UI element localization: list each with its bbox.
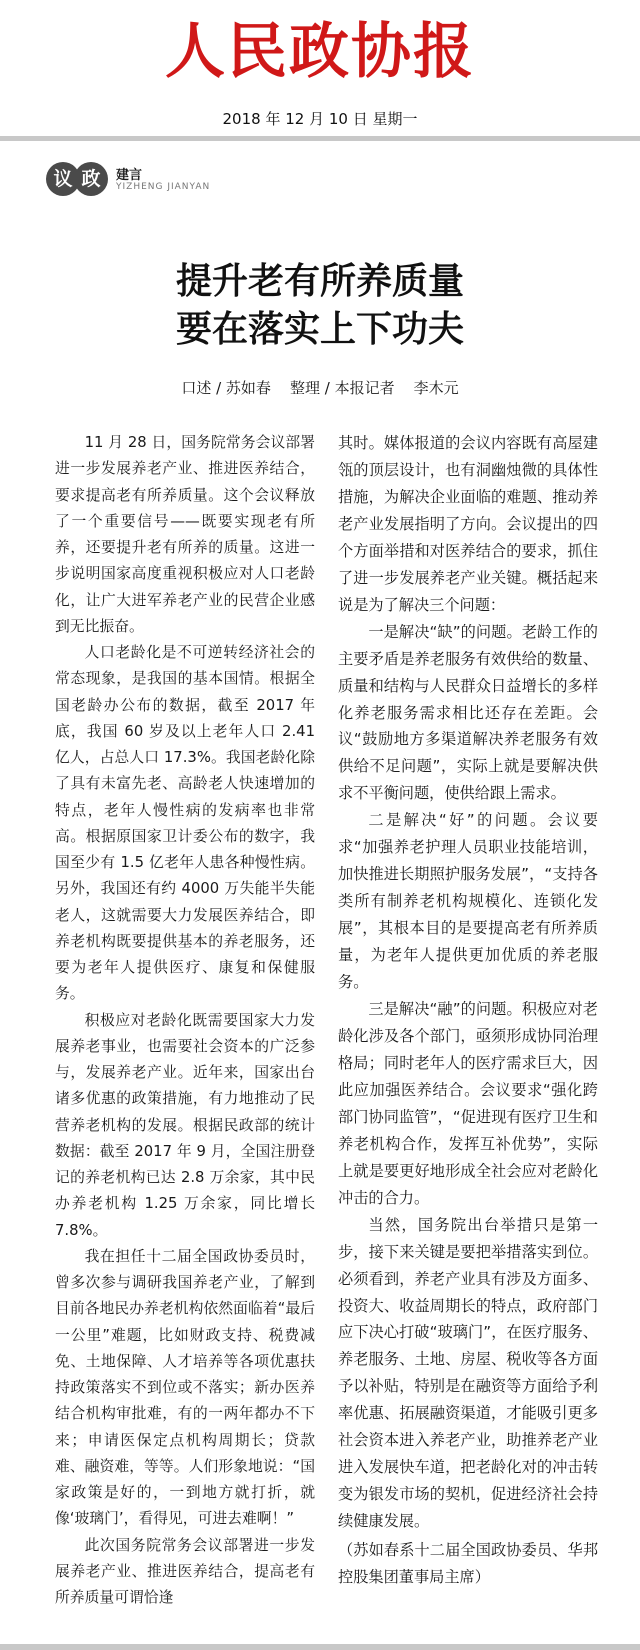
headline-line-2: 要在落实上下功夫	[175, 308, 464, 350]
paragraph: 一是解决“缺”的问题。老龄工作的主要矛盾是养老服务有效供给的数量、质量和结构与人民群众日益增长的多样化养老服务需求相比还存在差距。会议“鼓励地方多渠道解决养老服务有效供给不足问题”，实际上就是要解决供求不平衡问题，使供给跟上需求。	[338, 622, 598, 803]
column-tag-word: 建言	[116, 168, 143, 183]
paragraph: 我在担任十二届全国政协委员时，曾多次参与调研我国养老产业，了解到目前各地民办养老机构依然面临着“最后一公里”难题，比如财政支持、税费减免、土地保障、人才培养等各项优惠扶持政策落实不到位或不落实；新办医养结合机构审批难，有的一两年都办不下来；申请医保定点机构周期长；贷款难、融资难，等等。人们形象地说：“国家政策是好的，一到地方就打折，就像‘玻璃门’，看得见，可进去难啊！”	[55, 1247, 315, 1528]
headline-line-1: 提升老有所养质量	[175, 260, 464, 302]
issue-date: 2018 年 12 月 10 日 星期一	[222, 110, 418, 128]
paragraph-continued: 其时。媒体报道的会议内容既有高屋建瓴的顶层设计，也有洞幽烛微的具体性措施，为解决企业面临的难题、推动养老产业发展指明了方向。会议提出的四个方面举措和对医养结合的要求，抓住了进一步发展养老产业关键。概括起来说是为了解决三个问题：	[338, 434, 598, 614]
paragraph: 此次国务院常务会议部署进一步发展养老产业、推进医养结合，提高老有所养质量可谓恰逢	[55, 1536, 315, 1606]
paragraph: 当然，国务院出台举措只是第一步，接下来关键是要把举措落实到位。必须看到，养老产业具有涉及方面多、投资大、收益周期长的特点，政府部门应下决心打破“玻璃门”，在医疗服务、养老服务、土地、房屋、税收等各方面予以补贴，特别是在融资等方面给予利率优惠、拓展融资渠道，才能吸引更多社会资本进入养老产业，助推养老产业进入发展快车道，把老龄化对的冲击转变为银发市场的契机，促进经济社会持续健康发展。	[338, 1215, 598, 1531]
column-tag-pinyin: YIZHENG JIANYAN	[116, 182, 211, 192]
article-column-left	[55, 430, 315, 1611]
paragraph: 积极应对老龄化既需要国家大力发展养老事业，也需要社会资本的广泛参与，发展养老产业。近年来，国家出台诸多优惠的政策措施，有力地推动了民营养老机构的发展。根据民政部的统计数据：截至 2017 年 9 月，全国注册登记的养老机构已达 2.8 万余家，其中民办养老机构 1.25 万余家，同比增长 7.8%。	[55, 1011, 315, 1239]
author-note: （苏如春系十二届全国政协委员、华邦控股集团董事局主席）	[338, 1541, 598, 1587]
page-bottom-divider	[0, 1644, 640, 1650]
paragraph: 二是解决“好”的问题。会议要求“加强养老护理人员职业技能培训，加快推进长期照护服务发展”，“支持各类所有制养老机构规模化、连锁化发展”，其根本目的是要提高老有所养质量，为老年人提供更加优质的养老服务。	[338, 811, 598, 992]
byline: 口述 / 苏如春 整理 / 本报记者 李木元	[181, 379, 459, 397]
newspaper-masthead-logo: 人民政协报	[165, 17, 475, 87]
paragraph: 三是解决“融”的问题。积极应对老龄化涉及各个部门，亟须形成协同治理格局；同时老年人的医疗需求巨大，因此应加强医养结合。会议要求“强化跨部门协同监管”，“促进现有医疗卫生和养老机构合作，发挥互补优势”，实际上就是要更好地形成全社会应对老龄化冲击的合力。	[338, 1000, 598, 1207]
paragraph: 人口老龄化是不可逆转经济社会的常态现象，是我国的基本国情。根据全国老龄办公布的数据，截至 2017 年底，我国 60 岁及以上老年人口 2.41 亿人，占总人口 17.3%。我国老龄化除了具有未富先老、高龄老人快速增加的特点，老年人慢性病的发病率也非常高。根据原国家卫计委公布的数字，我国至少有 1.5 亿老年人患各种慢性病。另外，我国还有约 4000 万失能半失能老人，这就需要大力发展医养结合，即养老机构既要提供基本的养老服务，还要为老年人提供医疗、康复和保健服务。	[55, 644, 315, 1003]
column-tag-circle-yi: 议	[46, 162, 80, 196]
article-column-right	[338, 430, 598, 1591]
masthead-divider	[0, 136, 640, 141]
column-tag-circle-zheng: 政	[74, 162, 108, 196]
paragraph: 11 月 28 日，国务院常务会议部署进一步发展养老产业、推进医养结合，要求提高老有所养质量。这个会议释放了一个重要信号——既要实现老有所养，还要提升老有所养的质量。这进一步说明国家高度重视积极应对人口老龄化，让广大进军养老产业的民营企业感到无比振奋。	[55, 434, 315, 635]
